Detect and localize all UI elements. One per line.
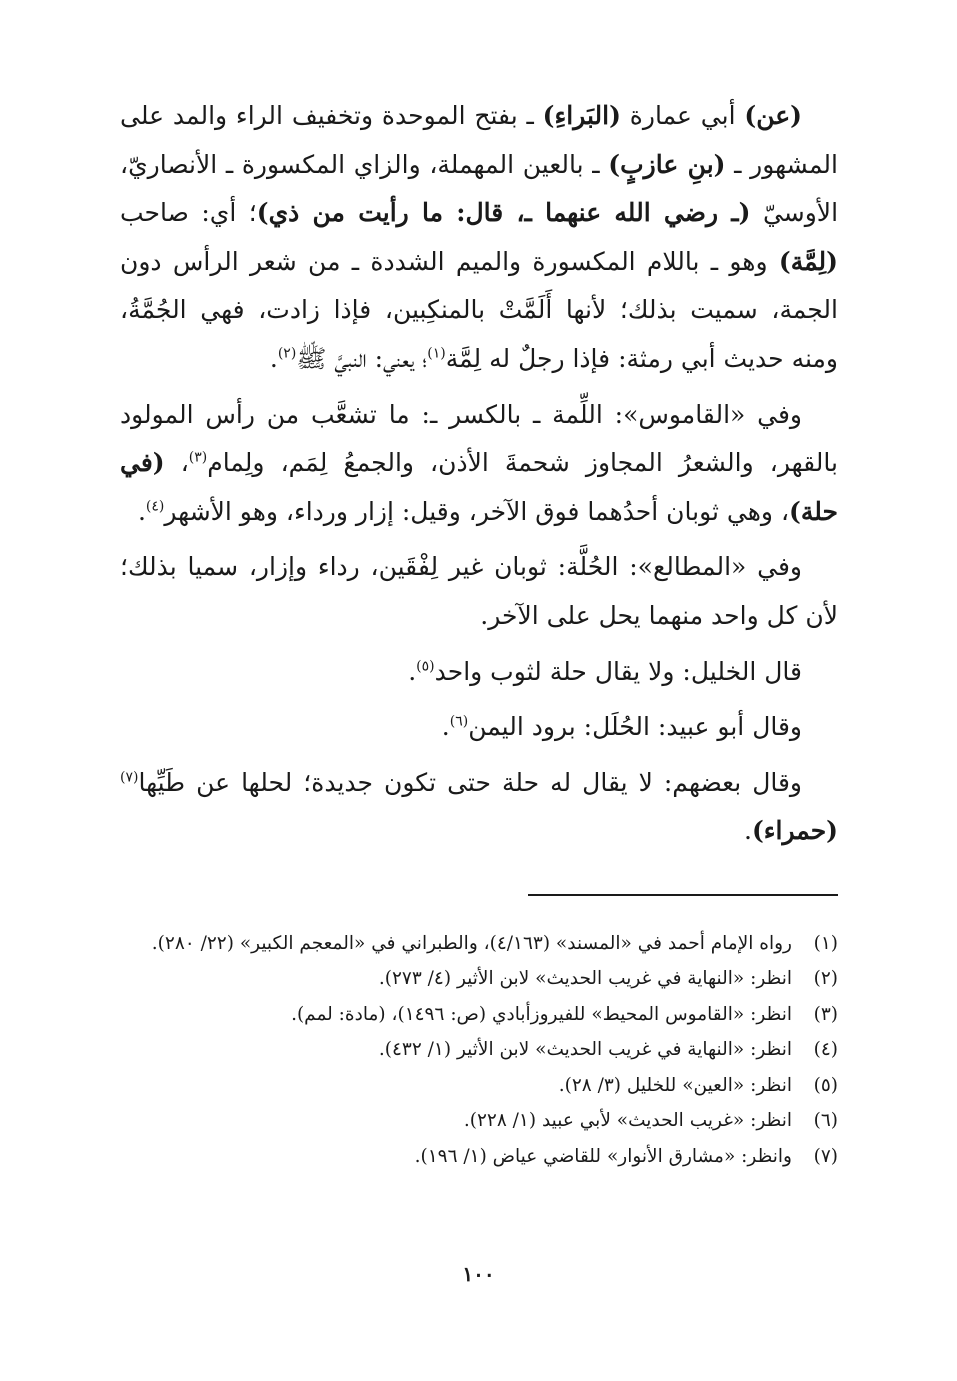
footnotes (120, 926, 838, 1175)
quoted-text: (ـ رضي الله عنهما ـ، قال: ما رأيت من ذي) (256, 198, 751, 228)
footnote-number: (٤) (813, 1039, 838, 1061)
text-run: ، (164, 448, 189, 478)
footnote-item (120, 1068, 838, 1104)
text-run: وفي «القاموس»: اللِّمة ـ بالكسر ـ: ما تشعَّب من رأس المولود بالقهر، والشعرُ المجاوز شحمةَ الأذن، والجمعُ لِمَم، ولِمام (120, 399, 838, 478)
quoted-text: (بنِ عازبٍ) (608, 149, 726, 179)
footnote-number: (٢) (813, 968, 838, 990)
text-run: وهو ـ باللام المكسورة والميم الشددة ـ من شعر الرأس دون الجمة، سميت بذلك؛ لأنها أَلَمَّتْ بالمنكِبين، فإذا زادت، فهي الجُمَّةُ، ومنه حديث أبي رمثة: فإذا رجلٌ له لِمَّة (120, 246, 838, 373)
text-run: ـ بفتح الموحدة وتخفيف الراء والمد على المشهور ـ (120, 101, 838, 179)
text-run: وقال أبو عبيد: الحُلَل: برود اليمن (468, 712, 802, 742)
quoted-text: (حمراء) (751, 816, 838, 846)
footnote-text: انظر: «النهاية في غريب الحديث» لابن الأثير (٤/ ٢٧٣). (378, 968, 792, 990)
text-run: ؛ يعني: النبيَّ ﷺ (296, 343, 428, 373)
text-run: ؛ أي: صاحب (120, 198, 257, 228)
footnote-number: (٧) (813, 1145, 838, 1167)
footnote-text: انظر: «النهاية في غريب الحديث» لابن الأثير (١/ ٤٣٢). (378, 1039, 792, 1061)
footnote-text: انظر: «العين» للخليل (٣/ ٢٨). (558, 1074, 792, 1096)
footnote-item (120, 1139, 838, 1175)
footnote-number: (١) (813, 932, 838, 954)
footnote-ref: (٢) (277, 345, 297, 362)
footnote-text: وانظر: «مشارق الأنوار» للقاضي عياض (١/ ١٩٦). (414, 1145, 792, 1167)
footnote-text: انظر: «غريب الحديث» لأبي عبيد (١/ ٢٢٨). (463, 1110, 792, 1132)
paragraph (120, 759, 838, 856)
footnote-separator (528, 894, 838, 896)
paragraph (120, 648, 838, 697)
footnote-item (120, 961, 838, 997)
paragraph (120, 391, 838, 537)
text-run: وفي «المطالع»: الحُلَّة: ثوبان غير لِفْقَين، رداء وإزار، سميا بذلك؛ لأن كل واحد منهما يحل على الآخر. (120, 552, 838, 630)
footnote-ref: (٥) (416, 658, 435, 675)
footnote-ref: (٧) (120, 769, 139, 786)
footnote-item (120, 1032, 838, 1068)
paragraph (120, 703, 838, 752)
text-run: . (743, 816, 752, 846)
footnote-item (120, 926, 838, 962)
footnote-number: (٦) (813, 1110, 838, 1132)
footnote-item (120, 997, 838, 1033)
footnote-number: (٥) (813, 1074, 838, 1096)
text-run: . (408, 656, 417, 686)
footnote-ref: (١) (427, 345, 446, 362)
text-run: أبي عمارة (620, 101, 745, 130)
quoted-text: (لِمَّة) (778, 246, 838, 276)
text-run: . (137, 496, 146, 526)
footnote-item (120, 1103, 838, 1139)
footnote-text: انظر: «القاموس المحيط» للفيروزأبادي (ص: ١٤٩٦)، (مادة: لمم). (291, 1003, 792, 1025)
text-run: . (269, 343, 278, 373)
text-run: قال الخليل: ولا يقال حلة لثوب واحد (434, 656, 802, 686)
text-run: ـ بالعين المهملة، والزاي المكسورة ـ الأنصاريّ، الأوسيّ (120, 149, 839, 228)
footnote-ref: (٤) (145, 498, 165, 515)
footnote-number: (٣) (813, 1003, 838, 1025)
footnote-text: رواه الإمام أحمد في «المسند» (٤/١٦٣)، والطبراني في «المعجم الكبير» (٢٢/ ٢٨٠). (151, 932, 792, 954)
text-run: . (441, 712, 450, 742)
document-page (120, 92, 838, 1302)
quoted-text: (في حلة) (120, 448, 838, 526)
footnote-ref: (٦) (449, 713, 469, 730)
quoted-text: (البَراءِ) (542, 101, 621, 130)
text-run: وقال بعضهم: لا يقال له حلة حتى تكون جديدة؛ لحلها عن طَيِّها (138, 767, 802, 797)
page-number: ١٠٠ (462, 1262, 495, 1286)
footnote-ref: (٣) (188, 449, 208, 466)
paragraph (120, 543, 838, 640)
text-run: ، وهي ثوبان أحدُهما فوق الآخر، وقيل: إزار ورداء، وهو الأشهر (164, 496, 790, 526)
paragraph (120, 92, 838, 384)
main-text (120, 92, 838, 856)
quoted-text: (عن) (744, 101, 802, 130)
